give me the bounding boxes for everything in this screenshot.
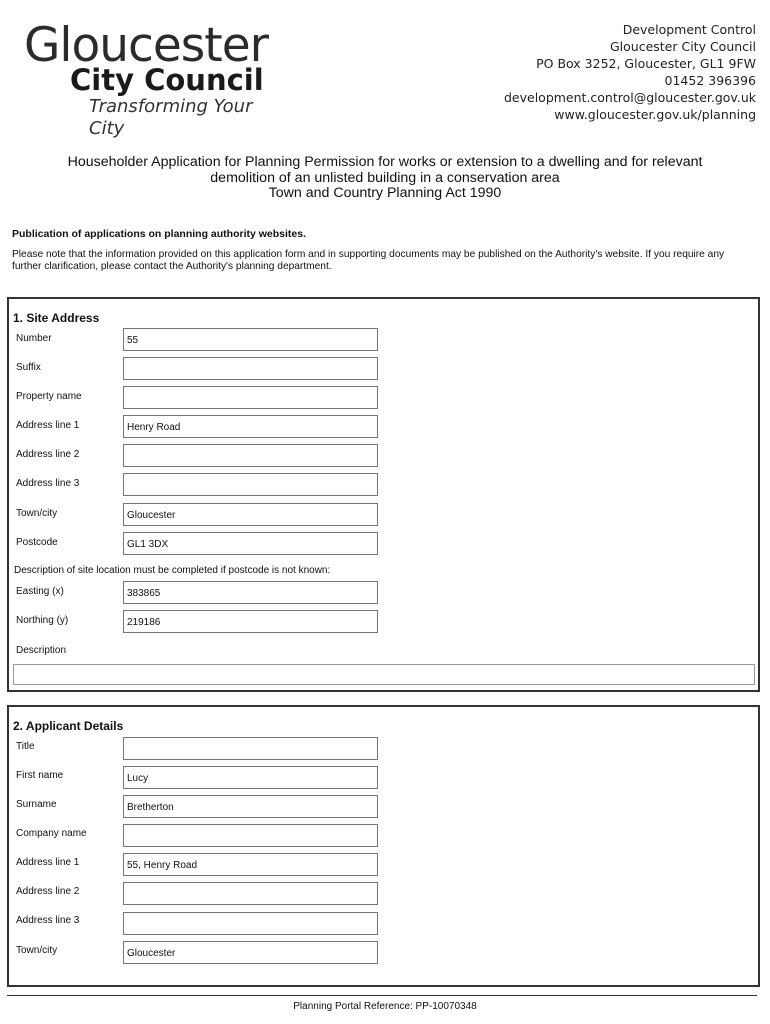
address-line-3-field[interactable] [123,473,378,496]
field-label: Easting (x) [16,586,64,597]
northing-field[interactable]: 219186 [123,610,378,633]
council-logo [22,18,280,139]
publication-heading: Publication of applications on planning authority websites. [12,228,307,240]
applicant-address-line-2-field[interactable] [123,882,378,905]
field-label: Town/city [16,508,58,519]
field-label: Title [16,741,35,752]
contact-department: Development Control [622,22,756,37]
title-field[interactable] [123,737,378,760]
contact-website[interactable]: www.gloucester.gov.uk/planning [554,107,756,122]
contact-council: Gloucester City Council [609,39,756,54]
applicant-address-line-3-field[interactable] [123,912,378,935]
suffix-field[interactable] [123,357,378,380]
form-title [20,155,750,202]
site-location-note: Description of site location must be completed if postcode is not known: [14,565,331,576]
address-line-1-field[interactable]: Henry Road [123,415,378,438]
first-name-field[interactable]: Lucy [123,766,378,789]
contact-po-box: PO Box 3252, Gloucester, GL1 9FW [536,56,756,71]
logo-city-council: City Council [70,63,264,97]
contact-phone: 01452 396396 [664,73,756,88]
planning-portal-reference: Planning Portal Reference: PP-10070348 [293,1001,477,1012]
postcode-field[interactable]: GL1 3DX [123,532,378,555]
form-title-line-1: Householder Application for Planning Permission for works or extension to a dwelling and for relevant [67,154,703,170]
field-label: Property name [16,391,82,402]
field-label: Address line 3 [16,478,80,489]
section-heading: 2. Applicant Details [13,719,124,733]
footer-divider [7,995,757,996]
address-line-2-field[interactable] [123,444,378,467]
section-heading: 1. Site Address [13,311,100,325]
field-label: Address line 2 [16,449,80,460]
field-label: First name [16,770,64,781]
number-field[interactable]: 55 [123,328,378,351]
easting-field[interactable]: 383865 [123,581,378,604]
field-label: Suffix [16,362,41,373]
description-field[interactable] [13,664,755,685]
site-address-section [7,297,760,692]
field-label: Address line 2 [16,886,80,897]
field-label: Northing (y) [16,615,69,626]
form-title-line-3: Town and Country Planning Act 1990 [268,185,502,201]
logo-tagline: Transforming Your City [89,96,253,139]
form-title-line-2: demolition of an unlisted building in a conservation area [210,169,560,186]
field-label: Address line 1 [16,420,80,431]
applicant-town-city-field[interactable]: Gloucester [123,941,378,964]
applicant-address-line-1-field[interactable]: 55, Henry Road [123,853,378,876]
field-label: Company name [16,828,87,839]
contact-email[interactable]: development.control@gloucester.gov.uk [503,90,756,105]
contact-block [504,21,756,123]
logo-gloucester: Gloucester [24,18,268,73]
property-name-field[interactable] [123,386,378,409]
field-label: Surname [16,799,57,810]
field-label: Address line 1 [16,857,80,868]
field-label: Town/city [16,945,58,956]
field-label: Description [16,645,67,656]
field-label: Address line 3 [16,915,80,926]
company-name-field[interactable] [123,824,378,847]
surname-field[interactable]: Bretherton [123,795,378,818]
field-label: Number [16,333,52,344]
town-city-field[interactable]: Gloucester [123,503,378,526]
applicant-details-section [7,705,760,987]
field-label: Postcode [16,537,58,548]
publication-text: Please note that the information provided on this application form and in supporting documents may be published on the Authority's website. If you require any further clarification, please contact the Authority's planning department. [12,249,725,272]
